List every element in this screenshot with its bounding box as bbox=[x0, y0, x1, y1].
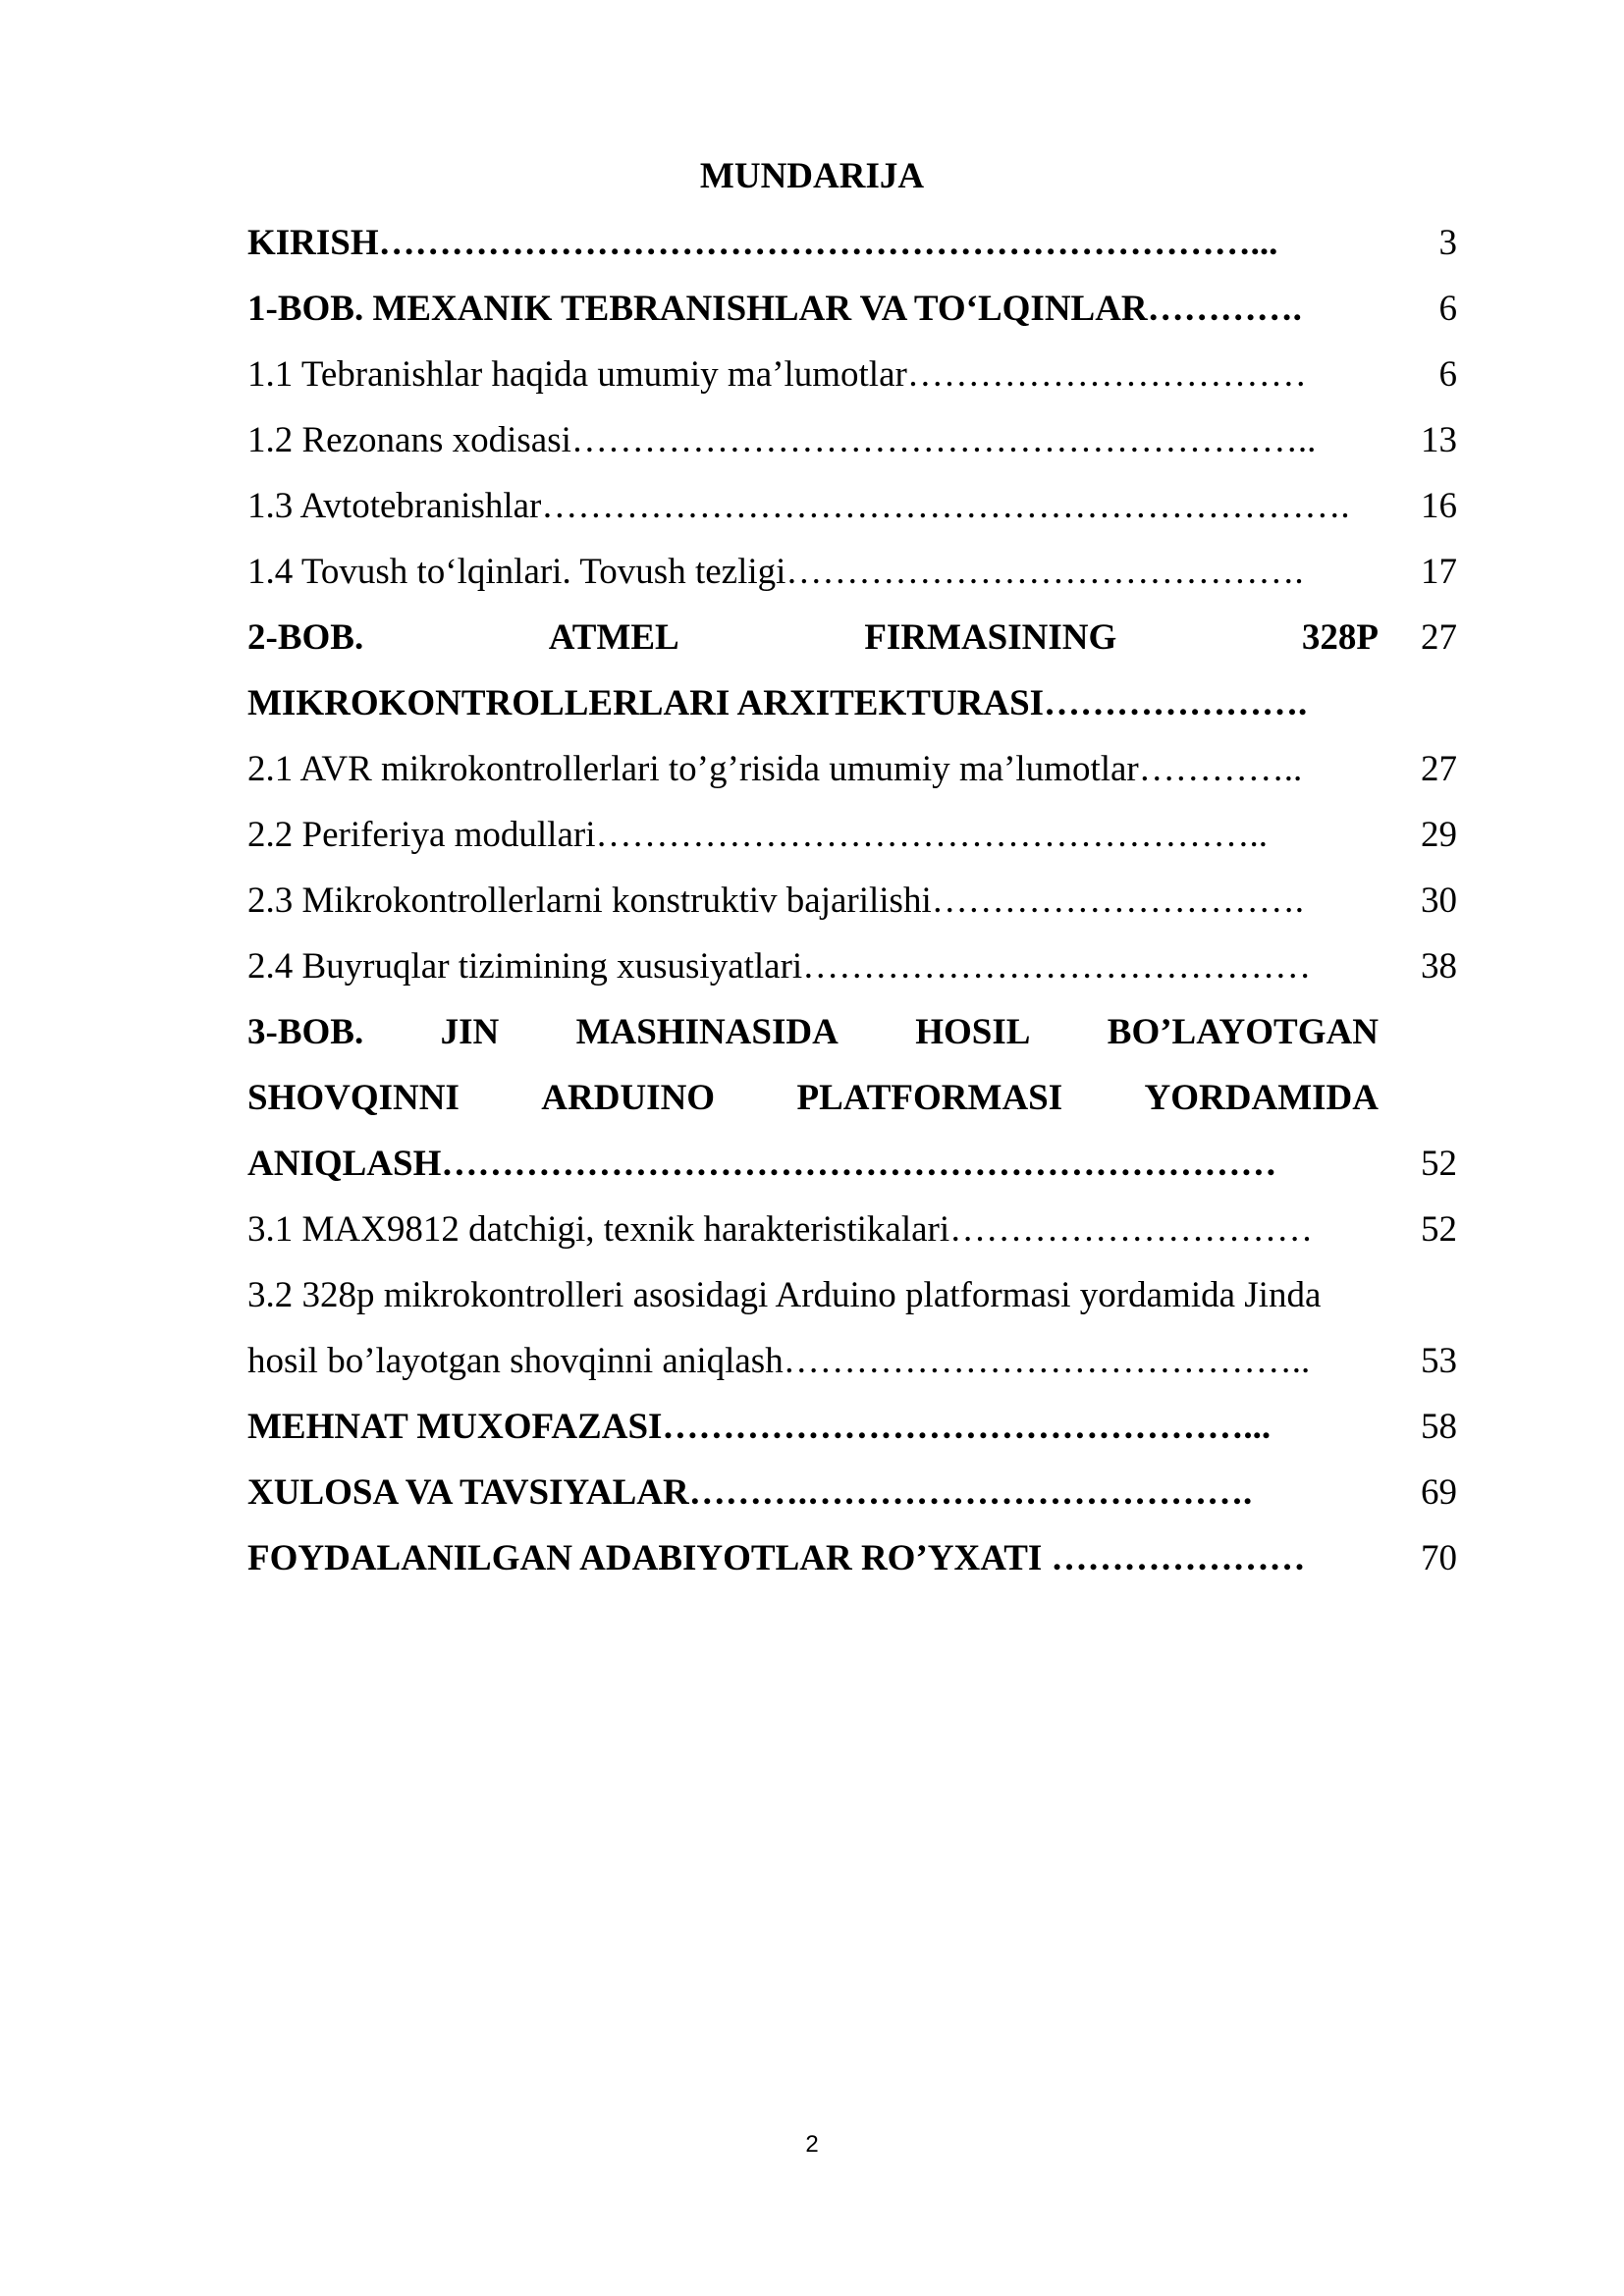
toc-word: HOSIL bbox=[915, 1012, 1031, 1052]
toc-entry-adabiyotlar[interactable] bbox=[247, 1529, 1379, 1588]
toc-word: PLATFORMASI bbox=[796, 1078, 1063, 1118]
toc-title: MUNDARIJA bbox=[699, 156, 925, 196]
toc-entry-chapter-3-end[interactable] bbox=[247, 1135, 1379, 1194]
toc-page-number: 6 bbox=[1438, 354, 1457, 395]
toc-entry-text bbox=[247, 1003, 1379, 1062]
toc-entry-text: 2.2 Periferiya modullari……………………………………………….. bbox=[247, 815, 1268, 855]
toc-entry-text: MEHNAT MUXOFAZASI…………………………………………... bbox=[247, 1407, 1272, 1447]
toc-page-number: 58 bbox=[1421, 1407, 1457, 1447]
toc-page-number: 27 bbox=[1421, 749, 1457, 789]
toc-entry-text: 1-BOB. MEXANIK TEBRANISHLAR VA TO‘LQINLAR…………. bbox=[247, 289, 1302, 329]
toc-entry-xulosa[interactable] bbox=[247, 1464, 1379, 1522]
toc-entry-text: 1.3 Avtotebranishlar…………………………………………………………. bbox=[247, 486, 1350, 526]
toc-entry-section-1-3[interactable] bbox=[247, 477, 1379, 536]
toc-entry-text: ANIQLASH…………………………………………………………… bbox=[247, 1144, 1277, 1184]
toc-entry-text bbox=[247, 609, 1379, 667]
toc-word: FIRMASINING bbox=[864, 617, 1117, 658]
toc-entry-chapter-3-cont[interactable] bbox=[247, 1069, 1379, 1128]
toc-word: 3-BOB. bbox=[247, 1012, 364, 1052]
toc-entry-text: 3.2 328p mikrokontrolleri asosidagi Arduino platformasi yordamida Jinda bbox=[247, 1275, 1322, 1315]
toc-entry-section-2-1[interactable] bbox=[247, 740, 1379, 799]
toc-entry-text: FOYDALANILGAN ADABIYOTLAR RO’YXATI ………………… bbox=[247, 1538, 1306, 1578]
toc-entry-chapter-2-cont[interactable] bbox=[247, 674, 1379, 733]
toc-entry-section-2-4[interactable] bbox=[247, 937, 1379, 996]
toc-entry-section-1-4[interactable] bbox=[247, 543, 1379, 602]
toc-entry-chapter-3[interactable] bbox=[247, 1003, 1379, 1062]
toc-entry-text: hosil bo’layotgan shovqinni aniqlash…………………………………….. bbox=[247, 1341, 1311, 1381]
toc-entry-kirish[interactable] bbox=[247, 214, 1379, 273]
toc-word: BO’LAYOTGAN bbox=[1107, 1012, 1379, 1052]
toc-entry-section-3-2[interactable] bbox=[247, 1266, 1379, 1325]
toc-page-number: 52 bbox=[1421, 1209, 1457, 1250]
toc-entry-section-1-2[interactable] bbox=[247, 411, 1379, 470]
toc-page-number: 53 bbox=[1421, 1341, 1457, 1381]
toc-entry-chapter-1[interactable] bbox=[247, 280, 1379, 339]
toc-entry-text: 2.1 AVR mikrokontrollerlari to’g’risida umumiy ma’lumotlar………….. bbox=[247, 749, 1303, 789]
toc-entry-text: 1.1 Tebranishlar haqida umumiy ma’lumotlar…………………………… bbox=[247, 354, 1307, 395]
toc-page-number: 17 bbox=[1421, 552, 1457, 592]
toc-entry-text: KIRISH………………………………………………………………... bbox=[247, 223, 1278, 263]
toc-entry-section-2-3[interactable] bbox=[247, 872, 1379, 931]
toc-page-number: 52 bbox=[1421, 1144, 1457, 1184]
toc-word: ARDUINO bbox=[541, 1078, 716, 1118]
toc-entry-text: 3.1 MAX9812 datchigi, texnik harakteristikalari………………………… bbox=[247, 1209, 1314, 1250]
toc-entry-section-3-1[interactable] bbox=[247, 1201, 1379, 1259]
toc-page-number: 6 bbox=[1438, 289, 1457, 329]
toc-word: 2-BOB. bbox=[247, 617, 364, 658]
page-number-footer: 2 bbox=[805, 2131, 819, 2158]
toc-page-number: 69 bbox=[1421, 1472, 1457, 1513]
toc-entry-text: XULOSA VA TAVSIYALAR……….………………………………. bbox=[247, 1472, 1253, 1513]
toc-word: ATMEL bbox=[548, 617, 679, 658]
toc-word: MASHINASIDA bbox=[575, 1012, 839, 1052]
toc-page-number: 70 bbox=[1421, 1538, 1457, 1578]
toc-entry-text: MIKROKONTROLLERLARI ARXITEKTURASI…………………. bbox=[247, 683, 1308, 723]
toc-page-number: 38 bbox=[1421, 946, 1457, 987]
toc-page-number: 13 bbox=[1421, 420, 1457, 460]
toc-page-number: 29 bbox=[1421, 815, 1457, 855]
toc-page-number: 16 bbox=[1421, 486, 1457, 526]
toc-page-number: 30 bbox=[1421, 881, 1457, 921]
toc-word: YORDAMIDA bbox=[1144, 1078, 1379, 1118]
toc-page-number: 3 bbox=[1438, 223, 1457, 263]
toc-page-number: 27 bbox=[1421, 617, 1457, 658]
toc-entry-chapter-2[interactable] bbox=[247, 609, 1379, 667]
toc-entry-text: 2.4 Buyruqlar tizimining xususiyatlari…………………………………… bbox=[247, 946, 1312, 987]
toc-entry-section-2-2[interactable] bbox=[247, 806, 1379, 865]
toc-entry-text: 1.4 Tovush to‘lqinlari. Tovush tezligi……………………………………. bbox=[247, 552, 1304, 592]
toc-word: SHOVQINNI bbox=[247, 1078, 460, 1118]
toc-entry-text: 1.2 Rezonans xodisasi…………………………………………………….. bbox=[247, 420, 1317, 460]
toc-word: 328P bbox=[1301, 617, 1379, 658]
toc-entry-section-1-1[interactable] bbox=[247, 346, 1379, 404]
toc-entry-section-3-2-cont[interactable] bbox=[247, 1332, 1379, 1391]
toc-entry-mehnat-muxofazasi[interactable] bbox=[247, 1398, 1379, 1457]
toc-entry-text bbox=[247, 1069, 1379, 1128]
toc-entry-text: 2.3 Mikrokontrollerlarni konstruktiv bajarilishi…………………………. bbox=[247, 881, 1304, 921]
toc-word: JIN bbox=[440, 1012, 500, 1052]
